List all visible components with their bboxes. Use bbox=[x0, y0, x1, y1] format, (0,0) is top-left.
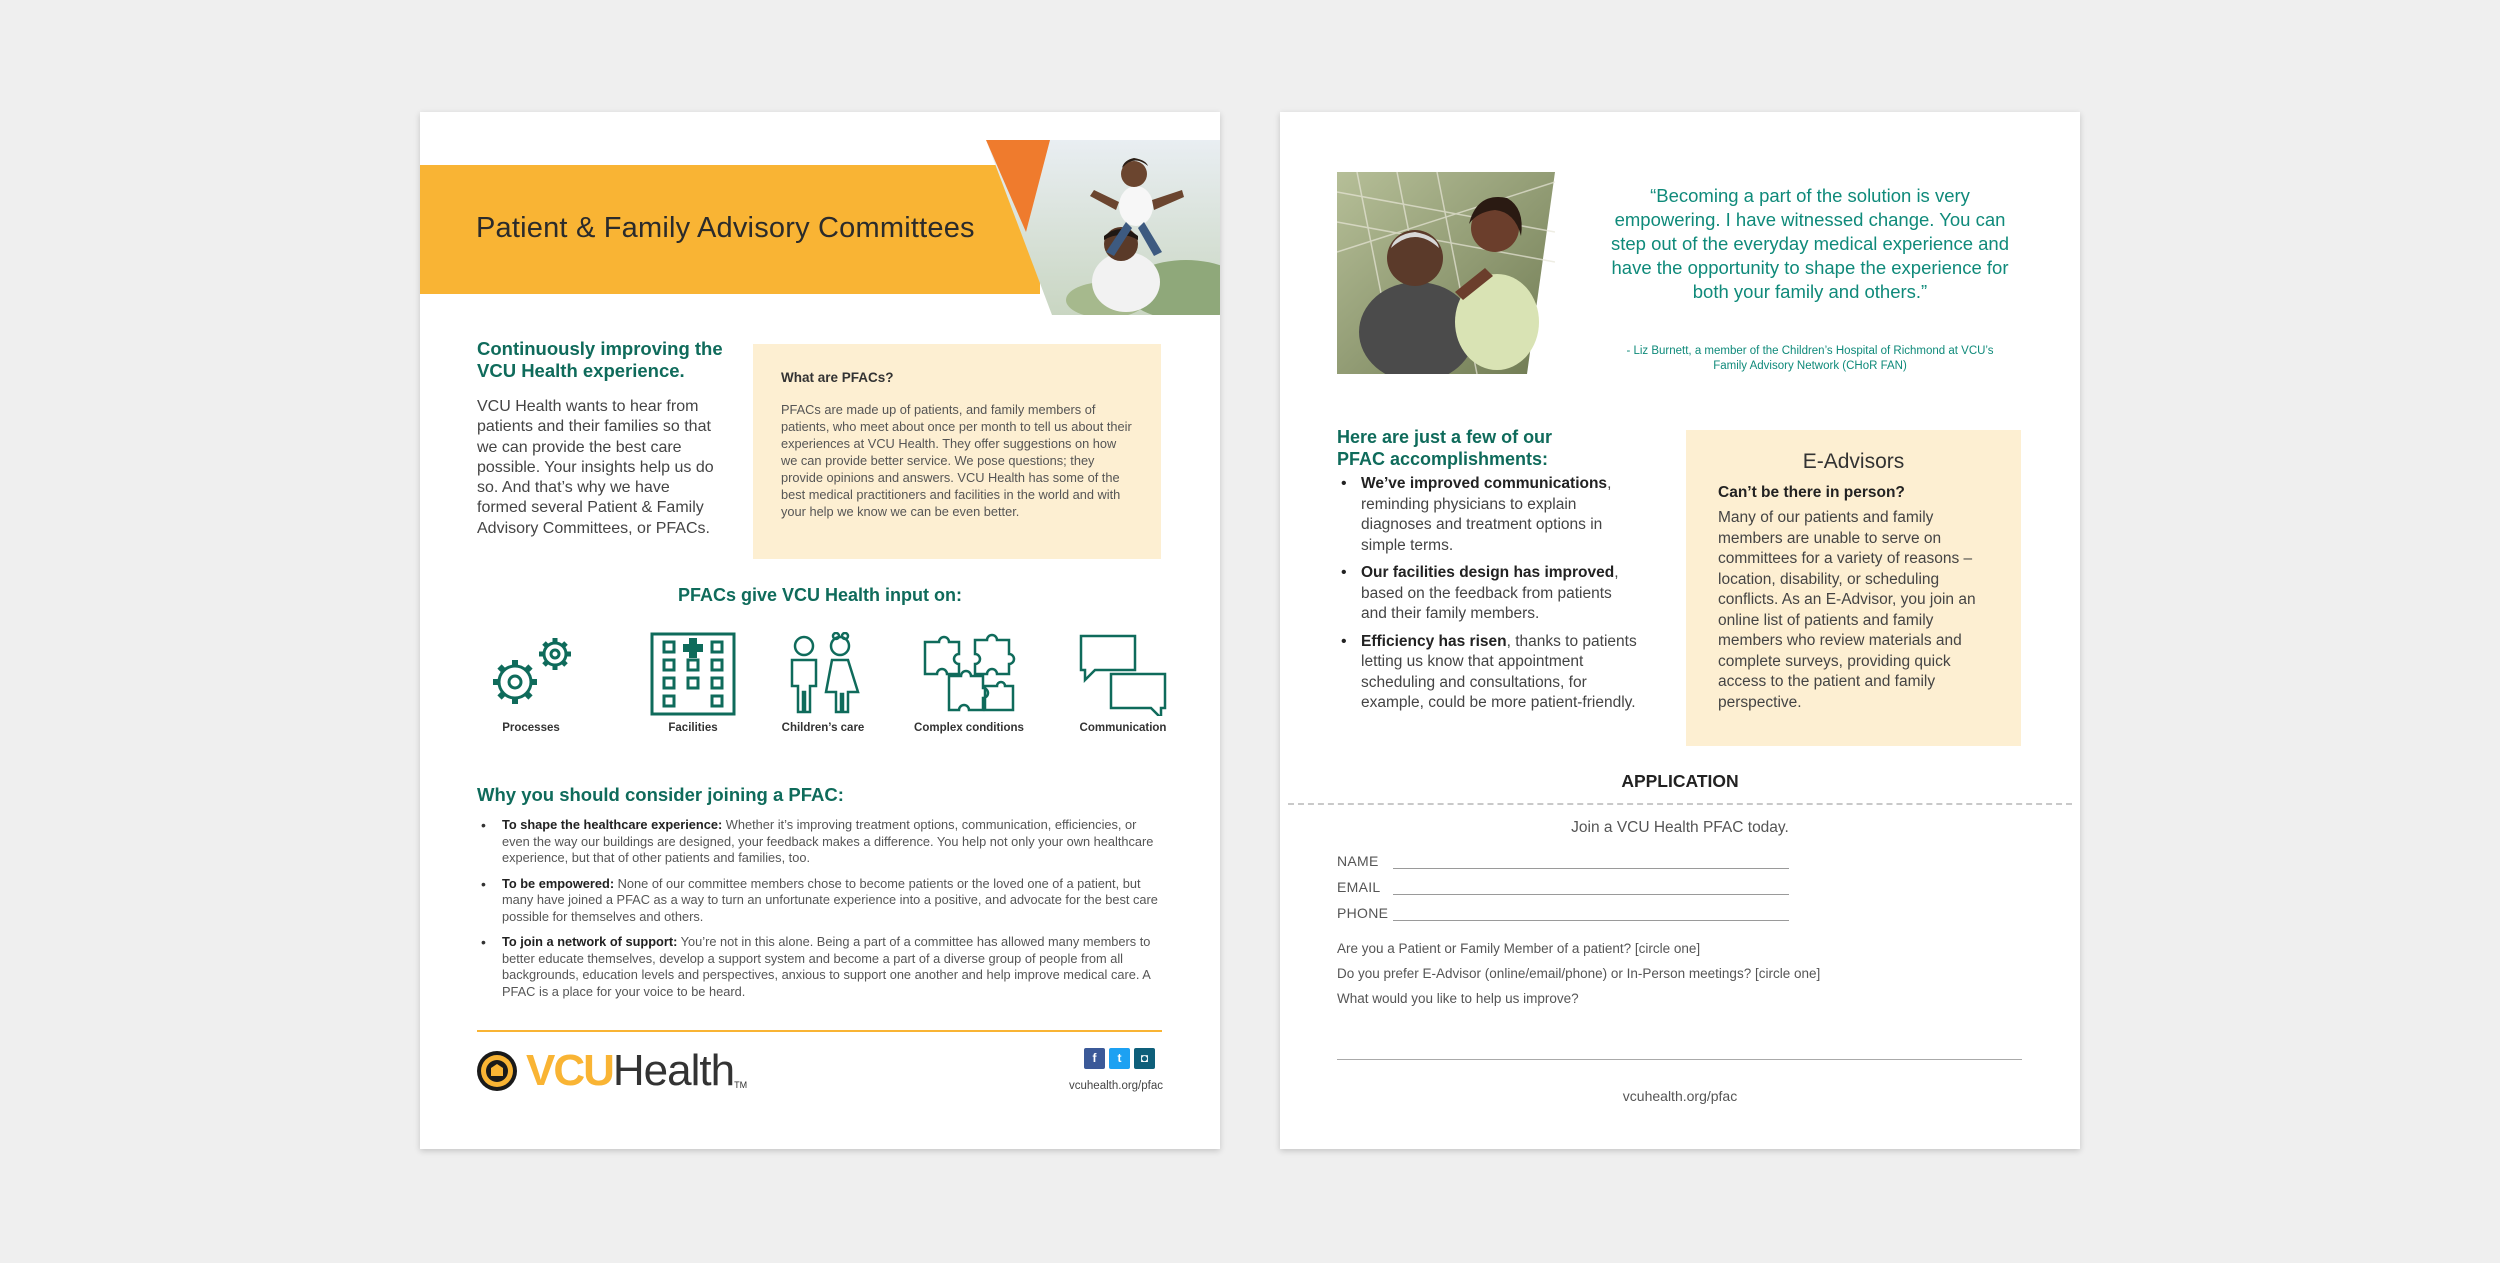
children-icon bbox=[778, 632, 868, 716]
e-advisors-title: E-Advisors bbox=[1802, 450, 1905, 473]
quote-attribution: - Liz Burnett, a member of the Children’s Hospital of Richmond at VCU’s Family Advisory Network (CHoR FAN) bbox=[1626, 345, 1994, 372]
field-label: PHONE bbox=[1337, 905, 1389, 921]
what-box-body: PFACs are made up of patients, and family members of patients, who meet about once per month to tell us about their experiences at VCU Health. They offer suggestions on how we can provide better service. We pose questions; they provide opinions and answers. VCU Health has some of the best medical practitioners and facilities in the world and with your help we know we can be even better. bbox=[781, 402, 1132, 519]
input-heading: PFACs give VCU Health input on: bbox=[677, 585, 963, 605]
input-item-label: Children’s care bbox=[781, 722, 865, 734]
list-item: • We’ve improved communications, reminding physicians to explain diagnoses and treatment options in simple terms. bbox=[1337, 474, 1637, 556]
input-item-complex-conditions bbox=[899, 632, 1039, 734]
instagram-icon[interactable]: ◘ bbox=[1134, 1048, 1155, 1069]
twitter-icon[interactable]: t bbox=[1109, 1048, 1130, 1069]
vcu-seal-icon bbox=[476, 1050, 518, 1092]
father-child-photo bbox=[986, 140, 1220, 315]
input-item-label: Facilities bbox=[668, 722, 718, 734]
input-item-facilities bbox=[638, 632, 748, 734]
name-line[interactable] bbox=[1393, 855, 1789, 869]
lead-heading: Continuously improving the VCU Health experience. bbox=[477, 338, 723, 381]
gears-icon bbox=[481, 632, 581, 716]
social-icons bbox=[1084, 1048, 1155, 1069]
name-field[interactable] bbox=[1337, 853, 1789, 869]
speech-bubbles-icon bbox=[1077, 632, 1169, 716]
input-item-processes bbox=[476, 632, 586, 734]
list-item: • To shape the healthcare experience: Whether it’s improving treatment options, communication, efficiencies, or even the way our buildings are designed, your feedback makes a difference. You help not only your own healthcare experience, but that of other patients and families, too. bbox=[477, 817, 1167, 867]
field-label: NAME bbox=[1337, 853, 1379, 869]
accomplishments-list bbox=[1337, 474, 1637, 721]
phone-field[interactable] bbox=[1337, 905, 1789, 921]
website-url[interactable]: vcuhealth.org/pfac bbox=[1069, 1080, 1163, 1092]
input-item-communication bbox=[1058, 632, 1188, 734]
logo-health-text: Health bbox=[612, 1046, 735, 1095]
question-improve: What would you like to help us improve? bbox=[1337, 991, 1579, 1006]
phone-line[interactable] bbox=[1393, 907, 1789, 921]
list-item: • To join a network of support: You’re not in this alone. Being a part of a committee has allowed many members to better educate themselves, develop a support system and become a part of a diverse group of people from all backgrounds, education levels and perspectives, anxious to support one another and help improve medical care. A PFAC is a place for your voice to be heard. bbox=[477, 934, 1167, 1000]
e-advisors-question: Can’t be there in person? bbox=[1718, 484, 1905, 501]
puzzle-icon bbox=[919, 632, 1019, 716]
lead-paragraph: VCU Health wants to hear from patients and their families so that we can provide the best care possible. Your insights help us do so. And that’s why we have formed several Patient & Family Advisory Committees, or PFACs. bbox=[477, 398, 714, 537]
what-box-title: What are PFACs? bbox=[781, 370, 894, 385]
email-line[interactable] bbox=[1393, 881, 1789, 895]
logo-vcu-text: VCU bbox=[526, 1046, 613, 1095]
vcu-health-logo bbox=[476, 1046, 747, 1096]
question-patient-family: Are you a Patient or Family Member of a patient? [circle one] bbox=[1337, 941, 1701, 956]
input-item-label: Complex conditions bbox=[914, 722, 1024, 734]
e-advisors-box bbox=[1686, 430, 2021, 746]
field-label: EMAIL bbox=[1337, 879, 1381, 895]
footer-divider bbox=[477, 1030, 1162, 1032]
input-item-label: Communication bbox=[1079, 722, 1167, 734]
email-field[interactable] bbox=[1337, 879, 1789, 895]
improve-answer-line[interactable] bbox=[1337, 1059, 2022, 1060]
cut-line bbox=[1288, 803, 2072, 805]
input-item-label: Processes bbox=[502, 722, 560, 734]
accomplishments-heading: Here are just a few of our PFAC accomplishments: bbox=[1337, 427, 1553, 469]
list-item: • To be empowered: None of our committee members chose to become patients or the loved one of a patient, but many have joined a PFAC as a way to turn an unfortunate experience into a positive, and advocate for the best care possible for themselves and others. bbox=[477, 876, 1167, 926]
application-subheading: Join a VCU Health PFAC today. bbox=[1571, 819, 1789, 836]
website-url[interactable]: vcuhealth.org/pfac bbox=[1622, 1088, 1738, 1104]
question-participation: Do you prefer E-Advisor (online/email/phone) or In-Person meetings? [circle one] bbox=[1337, 966, 1821, 981]
facebook-icon[interactable]: f bbox=[1084, 1048, 1105, 1069]
application-heading: APPLICATION bbox=[1621, 771, 1739, 791]
what-are-pfacs-box bbox=[753, 344, 1161, 559]
list-item: • Efficiency has risen, thanks to patients letting us know that appointment scheduling and consultations, for example, could be more patient-friendly. bbox=[1337, 632, 1637, 714]
logo-trademark: TM bbox=[734, 1080, 748, 1090]
list-item: • Our facilities design has improved, based on the feedback from patients and their family members. bbox=[1337, 563, 1637, 625]
document-title: Patient & Family Advisory Committees bbox=[476, 212, 975, 244]
flyer-back-page bbox=[1280, 112, 2080, 1149]
why-list bbox=[477, 817, 1167, 1009]
testimonial-quote: “Becoming a part of the solution is very empowering. I have witnessed change. You can step out of the everyday medical experience and have the opportunity to shape the experience for both your family and others.” bbox=[1611, 185, 2009, 302]
hospital-building-icon bbox=[648, 632, 738, 716]
couple-photo bbox=[1337, 172, 1555, 374]
why-heading: Why you should consider joining a PFAC: bbox=[477, 784, 844, 805]
input-item-childrens-care bbox=[768, 632, 878, 734]
e-advisors-body: Many of our patients and family members are unable to serve on committees for a variety of reasons – location, disability, or scheduling conflicts. As an E-Advisor, you join an online list of patients and family members who review materials and complete surveys, providing quick access to the patient and family perspective. bbox=[1718, 509, 1976, 711]
flyer-front-page bbox=[420, 112, 1220, 1149]
